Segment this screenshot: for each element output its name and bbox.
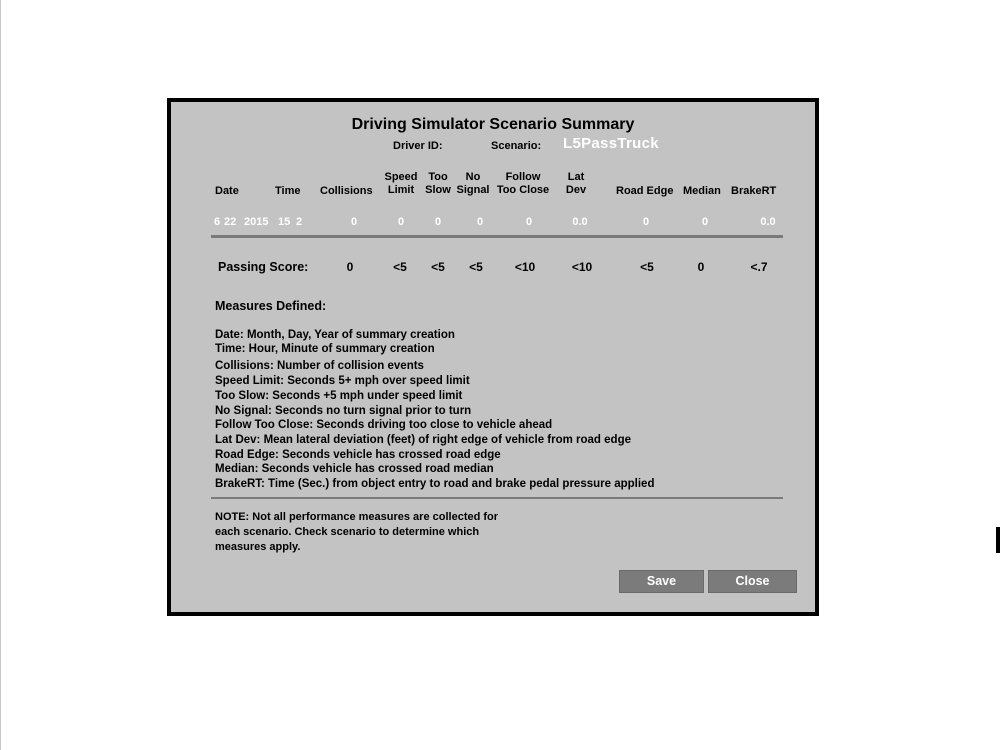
- measure-def-time: Time: Hour, Minute of summary creation: [215, 343, 435, 355]
- value-speed-limit: 0: [397, 216, 405, 228]
- passing-brake-rt: <.7: [750, 260, 768, 274]
- passing-median: 0: [697, 260, 705, 274]
- header-road-edge: Road Edge: [616, 185, 674, 197]
- header-date: Date: [215, 185, 239, 197]
- header-time: Time: [275, 185, 301, 197]
- note-line-3: measures apply.: [215, 541, 301, 553]
- measure-def-too-slow: Too Slow: Seconds +5 mph under speed limit: [215, 390, 463, 402]
- header-no-signal: [455, 171, 491, 197]
- value-median: 0: [701, 216, 709, 228]
- header-no-signal-line2: Signal: [456, 184, 490, 196]
- value-follow: 0: [525, 216, 533, 228]
- scenario-label: Scenario:: [491, 140, 542, 152]
- value-road-edge: 0: [642, 216, 650, 228]
- value-minute: 2: [296, 216, 303, 228]
- value-brake-rt: 0.0: [760, 216, 776, 228]
- value-lat-dev: 0.0: [572, 216, 588, 228]
- note-text: [215, 510, 545, 555]
- save-button[interactable]: Save: [619, 570, 704, 593]
- header-collisions: Collisions: [320, 185, 373, 197]
- measure-def-no-signal: No Signal: Seconds no turn signal prior to turn: [215, 405, 472, 417]
- header-follow-too-close: [495, 171, 551, 197]
- passing-score-label: Passing Score:: [218, 260, 309, 274]
- measure-def-median: Median: Seconds vehicle has crossed road median: [215, 463, 494, 475]
- passing-speed-limit: <5: [393, 260, 407, 274]
- note-line-2: each scenario. Check scenario to determine which: [215, 526, 480, 538]
- note-line-1: NOTE: Not all performance measures are collected for: [215, 511, 499, 523]
- measure-def-lat-dev: Lat Dev: Mean lateral deviation (feet) of right edge of vehicle from road edge: [215, 434, 631, 446]
- header-speed-limit: [383, 171, 419, 197]
- measure-def-speed-limit: Speed Limit: Seconds 5+ mph over speed limit: [215, 375, 470, 387]
- value-month: 6: [214, 216, 221, 228]
- header-follow-line2: Too Close: [496, 184, 550, 196]
- passing-follow: <10: [514, 260, 536, 274]
- measure-def-road-edge: Road Edge: Seconds vehicle has crossed road edge: [215, 449, 501, 461]
- close-button[interactable]: Close: [708, 570, 797, 593]
- edge-marker: [996, 527, 1000, 553]
- header-lat-dev: [562, 171, 590, 197]
- header-too-slow-line2: Slow: [425, 184, 451, 196]
- measure-def-follow: Follow Too Close: Seconds driving too close to vehicle ahead: [215, 419, 553, 431]
- value-no-signal: 0: [476, 216, 484, 228]
- passing-no-signal: <5: [469, 260, 483, 274]
- header-no-signal-line1: No: [465, 171, 481, 183]
- header-lat-dev-line2: Dev: [565, 184, 587, 196]
- scenario-value: L5PassTruck: [563, 135, 659, 152]
- measure-def-date: Date: Month, Day, Year of summary creation: [215, 329, 455, 341]
- value-hour: 15: [278, 216, 291, 228]
- driver-id-label: Driver ID:: [393, 140, 443, 152]
- passing-lat-dev: <10: [571, 260, 593, 274]
- header-follow-line1: Follow: [505, 171, 541, 183]
- header-median: Median: [683, 185, 721, 197]
- scenario-summary-dialog: [167, 98, 819, 616]
- passing-road-edge: <5: [640, 260, 654, 274]
- measures-divider: [211, 497, 783, 499]
- measure-def-brake-rt: BrakeRT: Time (Sec.) from object entry to road and brake pedal pressure applied: [215, 478, 655, 490]
- value-day: 22: [224, 216, 237, 228]
- value-year: 2015: [244, 216, 269, 228]
- passing-too-slow: <5: [431, 260, 445, 274]
- header-speed-limit-line2: Limit: [387, 184, 415, 196]
- value-too-slow: 0: [434, 216, 442, 228]
- header-too-slow: [423, 171, 453, 197]
- value-collisions: 0: [350, 216, 358, 228]
- dialog-title: Driving Simulator Scenario Summary: [351, 116, 635, 133]
- header-brake-rt: BrakeRT: [731, 185, 777, 197]
- values-divider: [211, 235, 783, 238]
- header-speed-limit-line1: Speed: [384, 171, 418, 183]
- measures-defined-title: Measures Defined:: [215, 299, 327, 313]
- measure-def-collisions: Collisions: Number of collision events: [215, 360, 424, 372]
- page-edge: [0, 0, 1, 750]
- passing-collisions: 0: [346, 260, 354, 274]
- header-too-slow-line1: Too: [428, 171, 448, 183]
- header-lat-dev-line1: Lat: [567, 171, 585, 183]
